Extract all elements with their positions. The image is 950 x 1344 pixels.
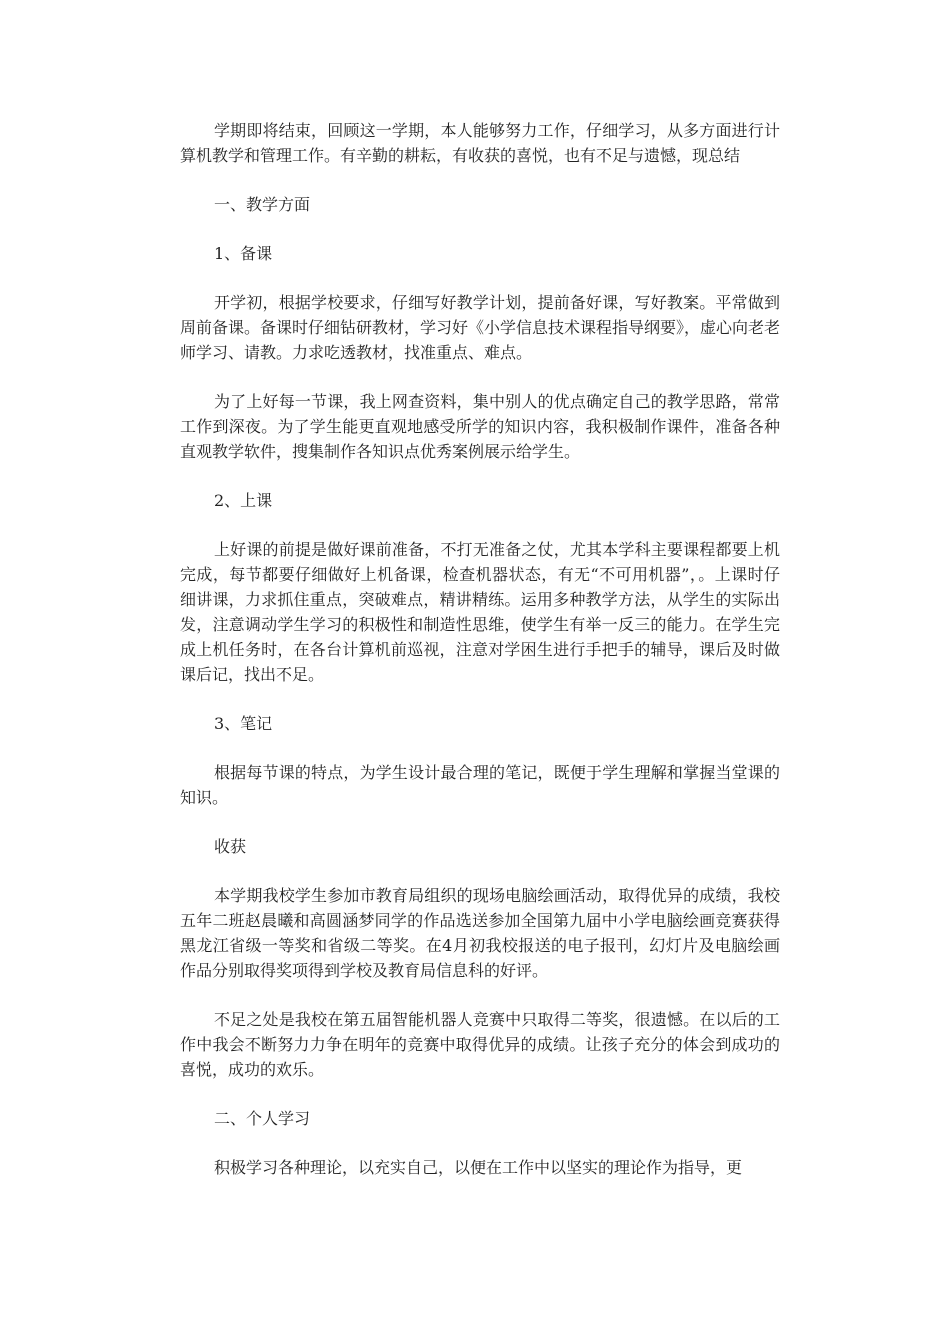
subsection-heading-teaching-class: 2、上课: [214, 491, 273, 510]
notes-paragraph: 根据每节课的特点，为学生设计最合理的笔记，既便于学生理解和掌握当堂课的知识。: [180, 763, 780, 807]
teaching-class-paragraph: 上好课的前提是做好课前准备，不打无准备之仗，尤其本学科主要课程都要上机完成，每节都要仔细做好上机备课，检查机器状态，有无“不可用机器”，。上课时仔细讲课，力求抓住重点，突破难点，精讲精练。运用多种教学方法，从学生的实际出发，注意调动学生学习的积极性和制造性思维，使学生有举一反三的能力。在学生完成上机任务时，在各台计算机前巡视，注意对学困生进行手把手的辅导，课后及时做课后记，找出不足。: [180, 540, 780, 684]
lesson-prep-paragraph-2: 为了上好每一节课，我上网查资料，集中别人的优点确定自己的教学思路，常常工作到深夜。为了学生能更直观地感受所学的知识内容，我积极制作课件，准备各种直观教学软件，搜集制作各知识点优秀案例展示给学生。: [180, 392, 780, 461]
section-heading-personal-study: 二、个人学习: [214, 1109, 311, 1128]
subsection-heading-lesson-prep: 1、备课: [214, 244, 273, 263]
lesson-prep-paragraph-1: 开学初，根据学校要求，仔细写好教学计划，提前备好课，写好教案。平常做到周前备课。备课时仔细钻研教材，学习好《小学信息技术课程指导纲要》，虚心向老老师学习、请教。力求吃透教材，找准重点、难点。: [180, 293, 781, 362]
intro-paragraph: 学期即将结束，回顾这一学期，本人能够努力工作，仔细学习，从多方面进行计算机教学和管理工作。有辛勤的耕耘，有收获的喜悦，也有不足与遗憾，现总结: [180, 121, 780, 165]
subsection-heading-notes: 3、笔记: [214, 714, 273, 733]
personal-study-paragraph: 积极学习各种理论，以充实自己，以便在工作中以坚实的理论作为指导，更: [214, 1158, 743, 1177]
harvest-paragraph-2: 不足之处是我校在第五届智能机器人竞赛中只取得二等奖，很遗憾。在以后的工作中我会不断努力力争在明年的竞赛中取得优异的成绩。让孩子充分的体会到成功的喜悦，成功的欢乐。: [180, 1010, 780, 1079]
subsection-heading-harvest: 收获: [214, 837, 247, 856]
section-heading-teaching: 一、教学方面: [214, 195, 311, 214]
document-body: [180, 118, 780, 1180]
harvest-paragraph-1: 本学期我校学生参加市教育局组织的现场电脑绘画活动，取得优异的成绩，我校五年二班赵晨曦和高圆涵梦同学的作品选送参加全国第九届中小学电脑绘画竞赛获得黑龙江省级一等奖和省级二等奖。在4月初我校报送的电子报刊，幻灯片及电脑绘画作品分别取得奖项得到学校及教育局信息科的好评。: [180, 886, 780, 980]
